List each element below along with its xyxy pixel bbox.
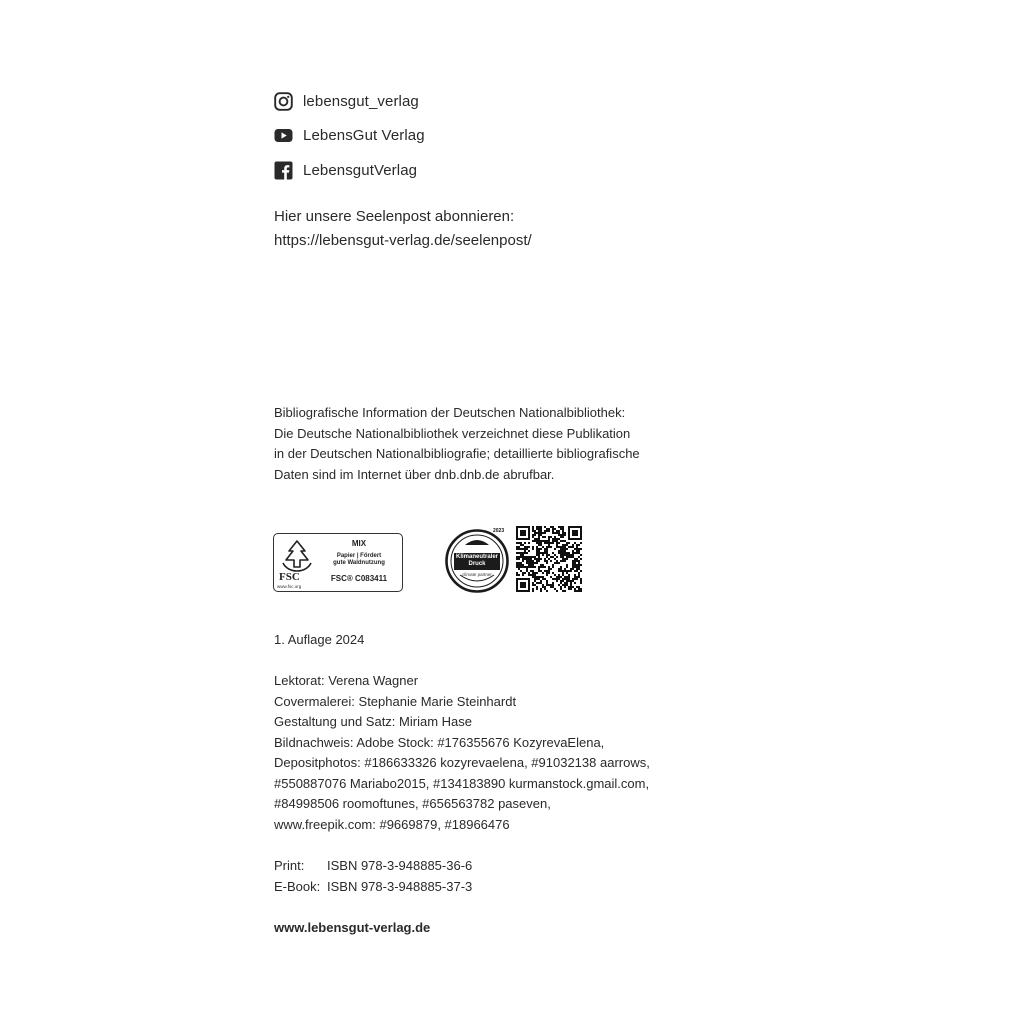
credits [274, 671, 650, 835]
youtube-icon [274, 126, 293, 145]
isbn-label: Print: [274, 858, 305, 873]
fsc-site: www.fsc.org [277, 584, 302, 589]
social-label: LebensgutVerlag [303, 161, 418, 179]
climate-line: Klimaneutraler [455, 554, 498, 560]
social-label: lebensgut_verlag [303, 92, 419, 110]
newsletter-text: Hier unsere Seelenpost abonnieren: [274, 208, 515, 225]
biblio-line: Daten sind im Internet über dnb.dnb.de abrufbar. [274, 466, 555, 482]
climate-brand: climate partner [462, 572, 492, 577]
isbn-block [274, 856, 472, 897]
climate-badge [445, 529, 509, 593]
qr-code[interactable] [516, 526, 582, 597]
social-label: LebensGut Verlag [303, 126, 425, 144]
fsc-brand: FSC [279, 571, 300, 583]
newsletter-block [274, 205, 532, 253]
qr-code-graphic [516, 526, 582, 592]
social-facebook[interactable] [274, 159, 417, 181]
credit-line: Lektorat: Verena Wagner [274, 673, 419, 688]
isbn-label: E-Book: [274, 878, 321, 894]
climate-text [454, 554, 500, 568]
fsc-logo [273, 533, 403, 592]
edition: 1. Auflage 2024 [274, 632, 365, 647]
credit-line: #550887076 Mariabo2015, #134183890 kurmanstock.gmail.com, [274, 775, 650, 791]
website-link[interactable]: www.lebensgut-verlag.de [274, 920, 431, 935]
fsc-text [318, 553, 400, 567]
fsc-code: FSC® C083411 [330, 574, 388, 583]
climate-year: 2023 [493, 528, 505, 534]
fsc-line: gute Waldnutzung [333, 560, 385, 566]
credit-line: #84998506 roomoftunes, #656563782 paseven, [274, 796, 551, 811]
credit-line: Bildnachweis: Adobe Stock: #176355676 KozyrevaElena, [274, 734, 605, 750]
fsc-mix: MIX [351, 539, 367, 548]
instagram-icon [274, 92, 293, 111]
credit-line: Covermalerei: Stephanie Marie Steinhardt [274, 693, 517, 709]
biblio-line: in der Deutschen Nationalbibliografie; detaillierte bibliografische [274, 446, 640, 461]
biblio-line: Die Deutsche Nationalbibliothek verzeichnet diese Publikation [274, 425, 631, 441]
newsletter-url[interactable]: https://lebensgut-verlag.de/seelenpost/ [274, 232, 532, 249]
isbn-value: ISBN 978-3-948885-37-3 [327, 878, 473, 894]
facebook-icon [274, 161, 293, 180]
climate-line: Druck [468, 561, 486, 567]
credit-line: www.freepik.com: #9669879, #18966476 [274, 816, 510, 832]
social-youtube[interactable] [274, 124, 425, 146]
bibliographic-info [274, 403, 640, 485]
fsc-line: Papier | Fördert [336, 553, 382, 559]
isbn-ebook [274, 877, 472, 898]
isbn-print [274, 856, 472, 877]
fsc-tree-icon [280, 537, 314, 573]
isbn-value: ISBN 978-3-948885-36-6 [327, 858, 473, 873]
social-instagram[interactable] [274, 90, 419, 112]
biblio-line: Bibliografische Information der Deutschen Nationalbibliothek: [274, 405, 626, 420]
credit-line: Gestaltung und Satz: Miriam Hase [274, 714, 472, 729]
credit-line: Depositphotos: #186633326 kozyrevaelena, #91032138 aarrows, [274, 755, 650, 770]
